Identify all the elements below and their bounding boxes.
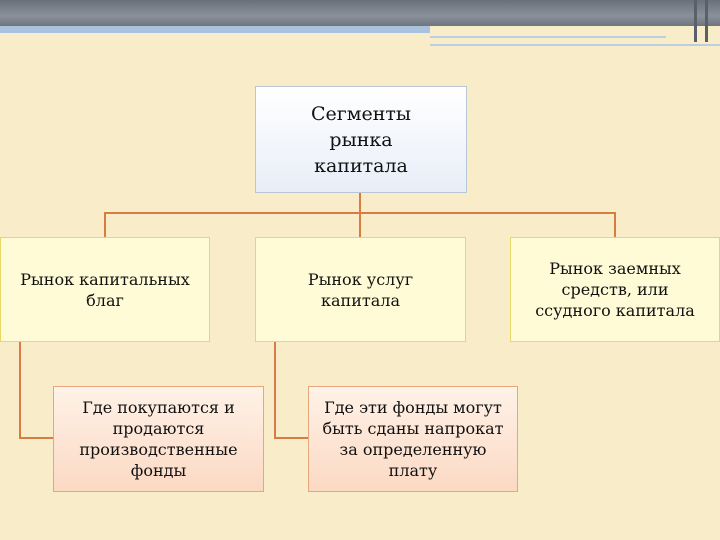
node-label: Рынок заемных средств, или ссудного капитала — [535, 259, 695, 320]
subnode-goods-bought-sold — [53, 386, 264, 492]
connector-node1-sub-vertical — [19, 341, 21, 439]
connector-root-down — [359, 193, 361, 213]
subnode-label: Где покупаются и продаются производственные фонды — [79, 398, 238, 480]
slide-header-divider — [694, 0, 697, 42]
node-label: Рынок услуг капитала — [307, 269, 414, 310]
slide-header-line — [430, 44, 720, 46]
node-capital-goods-market — [0, 237, 210, 342]
root-node-label: Сегменты рынка капитала — [310, 102, 412, 177]
connector-to-node-3 — [614, 212, 616, 237]
subnode-funds-rented — [308, 386, 518, 492]
node-capital-services-market — [255, 237, 466, 342]
connector-node2-sub-vertical — [274, 341, 276, 439]
diagram-root-node — [255, 86, 467, 193]
slide-header-line — [430, 36, 666, 38]
node-label: Рынок капитальных благ — [20, 269, 190, 310]
slide-header-accent — [0, 26, 430, 33]
connector-to-node-2 — [359, 212, 361, 237]
node-loan-capital-market — [510, 237, 720, 342]
slide-header-bar — [0, 0, 720, 26]
connector-to-node-1 — [104, 212, 106, 237]
connector-node2-sub-horizontal — [274, 437, 308, 439]
slide-header-divider — [705, 0, 708, 42]
connector-node1-sub-horizontal — [19, 437, 53, 439]
subnode-label: Где эти фонды могут быть сданы напрокат за определенную плату — [322, 398, 504, 480]
